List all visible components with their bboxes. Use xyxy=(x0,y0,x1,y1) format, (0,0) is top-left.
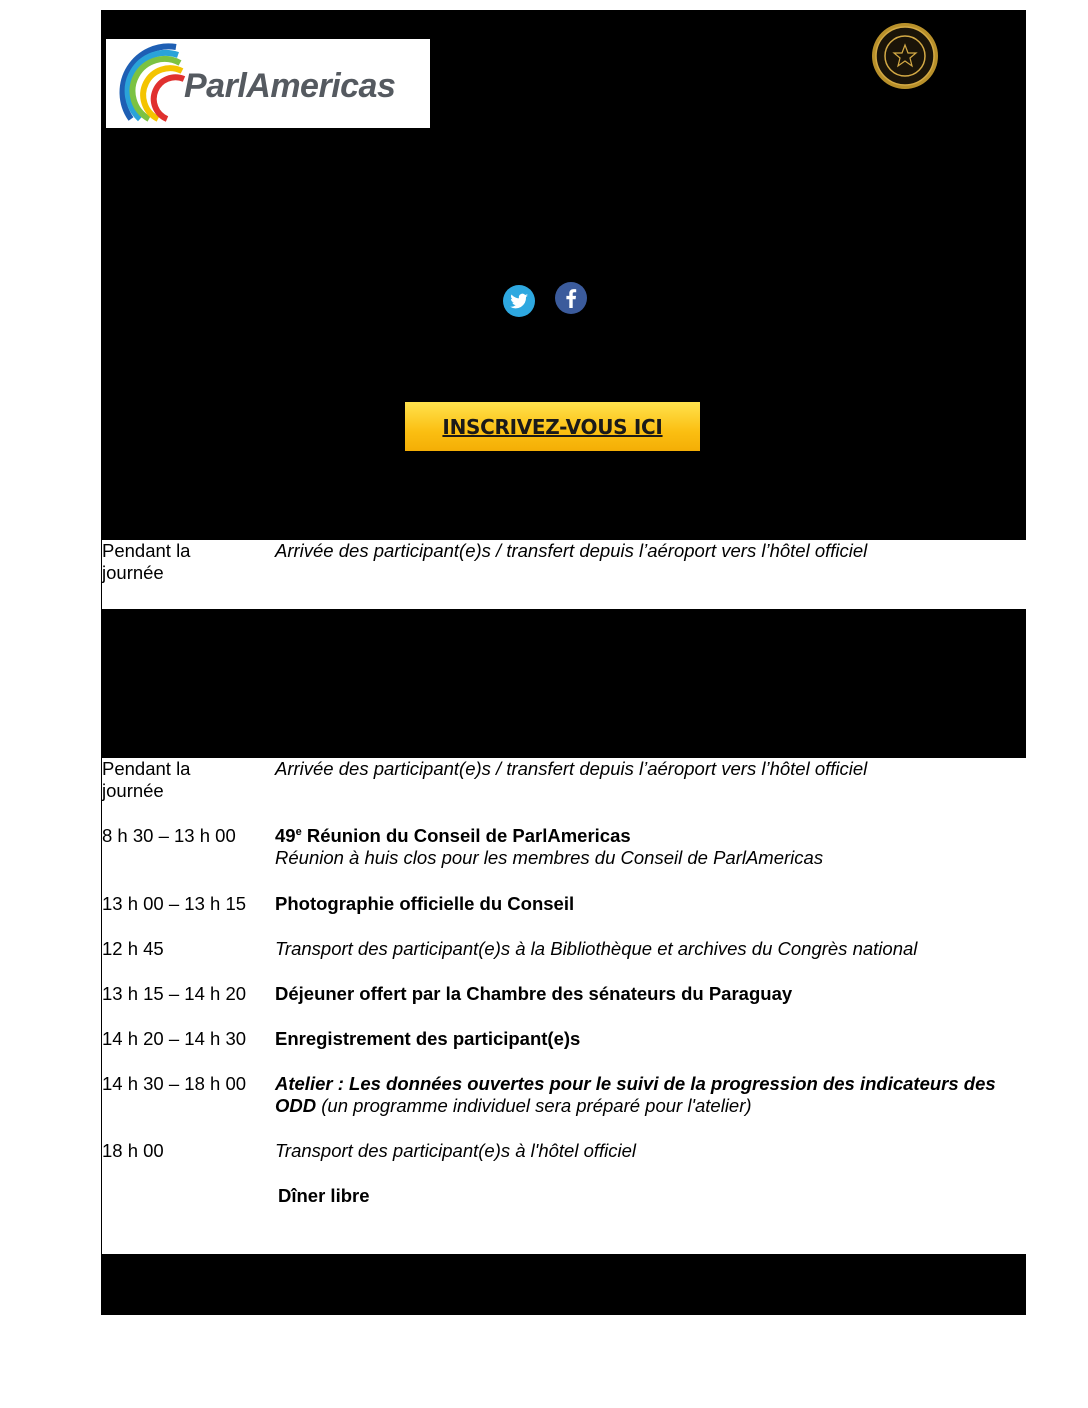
agenda-title: Déjeuner offert par la Chambre des sénateurs du Paraguay xyxy=(275,983,793,1004)
agenda-note: (un programme individuel sera préparé pour l'atelier) xyxy=(316,1095,752,1116)
twitter-icon[interactable] xyxy=(502,284,536,318)
agenda-title: 49e Réunion du Conseil de ParlAmericas xyxy=(275,825,631,846)
agenda-subtitle: Réunion à huis clos pour les membres du Conseil de ParlAmericas xyxy=(275,847,824,868)
page xyxy=(101,10,1026,1315)
agenda-title: Atelier : Les données ouvertes pour le suivi de la progression des indicateurs des ODD xyxy=(275,1073,996,1116)
agenda-description: Transport des participant(e)s à l'hôtel officiel xyxy=(275,1140,637,1161)
agenda-time: 18 h 00 xyxy=(102,1140,164,1161)
parlamericas-logo xyxy=(106,39,430,128)
day1-agenda xyxy=(101,540,1027,609)
agenda-description xyxy=(275,825,1020,869)
footer-banner xyxy=(101,1254,1026,1315)
hero-banner xyxy=(101,10,1026,540)
agenda-time: 12 h 45 xyxy=(102,938,164,959)
agenda-description: Arrivée des participant(e)s / transfert depuis l’aéroport vers l’hôtel officiel xyxy=(275,758,868,779)
agenda-description xyxy=(275,1073,1020,1117)
agenda-description: Transport des participant(e)s à la Bibliothèque et archives du Congrès national xyxy=(275,938,918,959)
logo-text: ParlAmericas xyxy=(184,67,396,105)
register-button[interactable]: INSCRIVEZ-VOUS ICI xyxy=(405,402,700,451)
facebook-icon[interactable] xyxy=(554,281,588,315)
day2-agenda xyxy=(101,758,1027,1254)
agenda-time: 14 h 30 – 18 h 00 xyxy=(102,1073,247,1094)
agenda-title: Photographie officielle du Conseil xyxy=(275,893,575,914)
agenda-time: 8 h 30 – 13 h 00 xyxy=(102,825,236,846)
agenda-time: 14 h 20 – 14 h 30 xyxy=(102,1028,247,1049)
agenda-time: 13 h 00 – 13 h 15 xyxy=(102,893,247,914)
agenda-description: Arrivée des participant(e)s / transfert depuis l’aéroport vers l’hôtel officiel xyxy=(275,540,868,561)
agenda-time: Pendant la journée xyxy=(102,540,191,583)
seal-icon xyxy=(870,21,940,91)
agenda-time: 13 h 15 – 14 h 20 xyxy=(102,983,247,1004)
agenda-title: Enregistrement des participant(e)s xyxy=(275,1028,581,1049)
agenda-time: Pendant la journée xyxy=(102,758,191,801)
agenda-title: Dîner libre xyxy=(278,1185,370,1206)
day-banner xyxy=(101,609,1026,758)
